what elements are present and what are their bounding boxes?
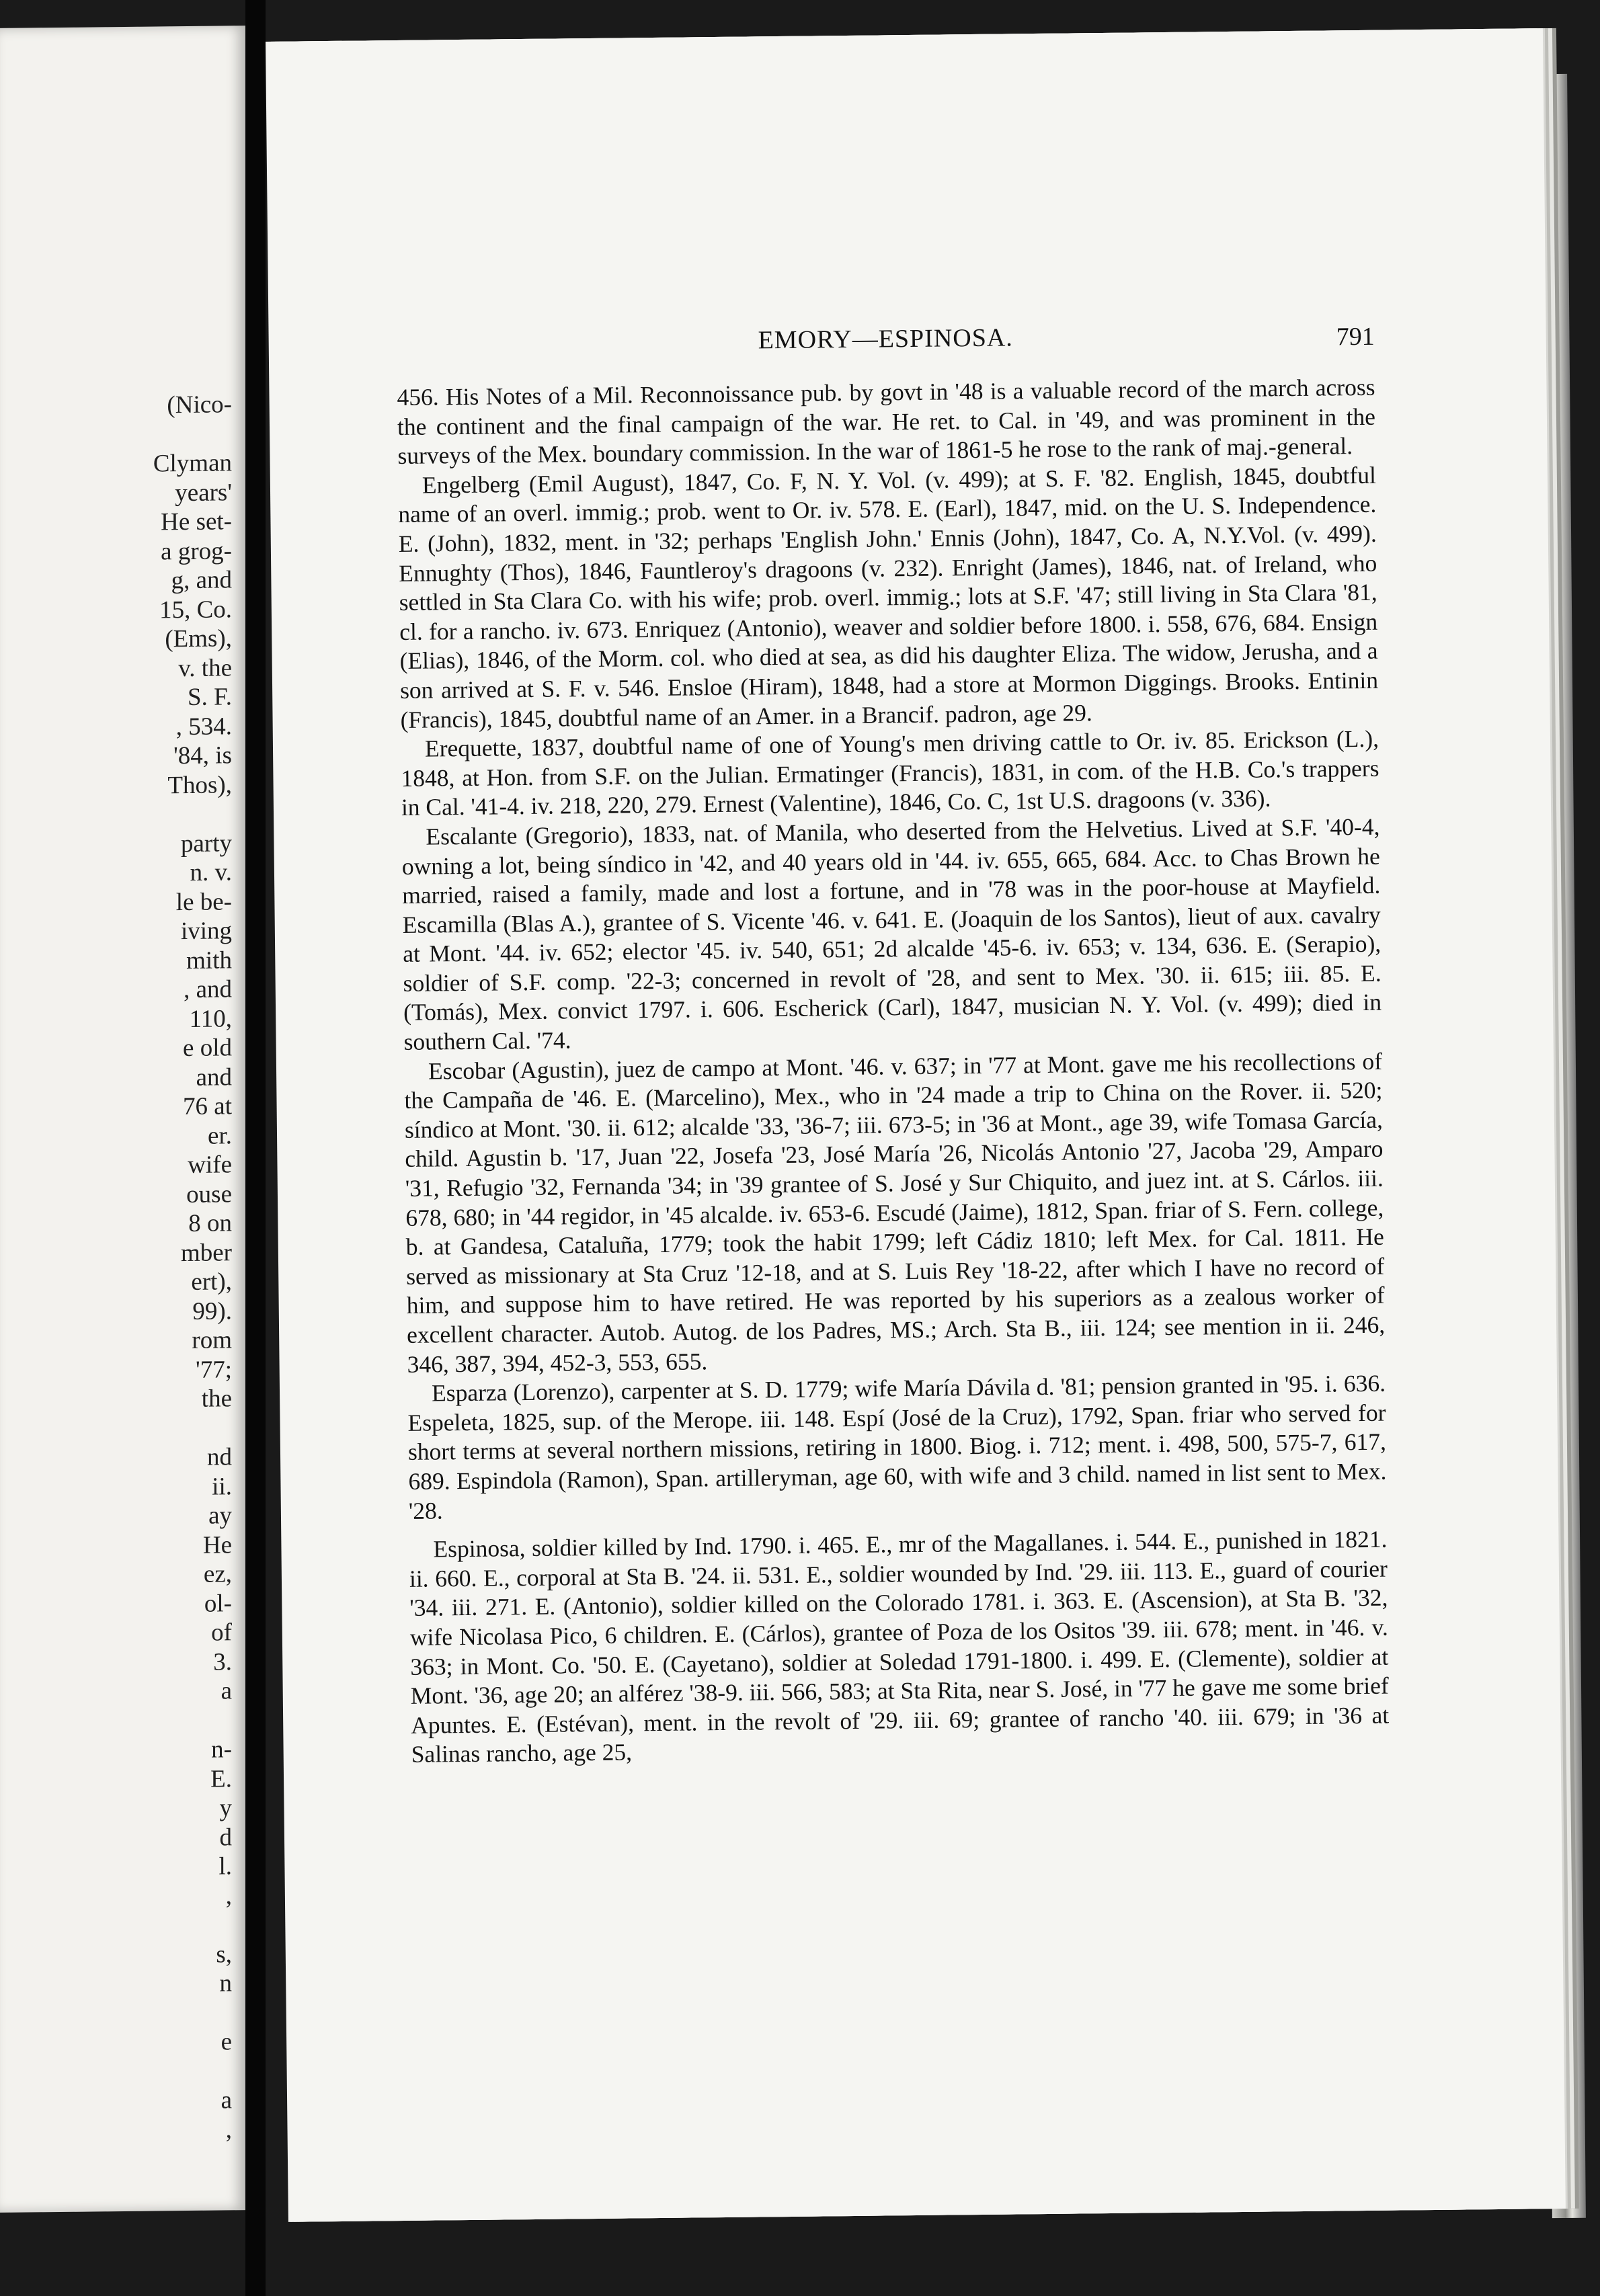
paragraph-emory-end: 456. His Notes of a Mil. Reconnoissance pub. by govt in '48 is a valuable record of the march across the continent and the final campaign of the war. He ret. to Cal. in '49, and was prominent in the surveys of the Mex. boundary commission. In the war of 1861-5 he rose to the rank of maj.-general. (397, 373, 1376, 470)
paragraph-espinosa: Espinosa, soldier killed by Ind. 1790. i. 465. E., mr of the Magallanes. i. 544. E., punished in 1821. ii. 660. E., corporal at Sta B. '24. ii. 531. E., soldier wounded by Ind. '29. iii. 113. E., guard of courier '34. iii. 271. E. (Antonio), soldier killed on the Colorado 1781. i. 363. E. (Ascension), at Sta B. '32, wife Nicolasa Pico, 6 children. E. (Cárlos), grantee of Poza de los Ositos '39. iii. 678; ment. in '46. v. 363; in Mont. Co. '50. E. (Cayetano), soldier at Soledad 1791-1800. i. 499. E. (Clemente), soldier at Mont. '36, age 20; an alférez '38-9. iii. 566, 583; at Sta Rita, near S. José, in '77 he gave me some brief Apuntes. E. (Estévan), ment. in the revolt of '29. iii. 69; grantee of rancho '40. iii. 679; in '36 at Salinas rancho, age 25, (409, 1525, 1390, 1768)
left-fragment-line: a (221, 2086, 232, 2115)
right-page (266, 28, 1566, 2222)
left-fragment-line: , 534. (175, 712, 232, 741)
left-fragment-line: , (225, 1881, 232, 1910)
left-fragment-line: rom (192, 1326, 232, 1354)
left-fragment-line: iving (180, 917, 232, 946)
left-fragment-line: ez, (203, 1560, 232, 1588)
left-fragment-line: ert), (191, 1268, 232, 1296)
left-fragment-line (131, 2057, 232, 2087)
left-fragment-line: 15, Co. (159, 595, 232, 624)
left-fragment-line: and (196, 1063, 232, 1092)
left-fragment-line: E. (210, 1764, 232, 1793)
left-fragment-line: He set- (161, 507, 232, 536)
left-fragment-line: of (211, 1618, 232, 1647)
left-fragment-line: 110, (189, 1004, 232, 1033)
left-fragment-line: (Ems), (165, 624, 232, 653)
left-fragment-line: 99). (192, 1297, 232, 1325)
left-fragment-line: He (202, 1530, 232, 1559)
left-fragment-line: party (180, 829, 232, 858)
left-fragment-line: a grog- (161, 536, 232, 565)
left-fragment-line (131, 419, 232, 450)
left-fragment-line: s, (216, 1940, 232, 1969)
left-fragment-line: d (219, 1823, 232, 1851)
paragraph-escobar: Escobar (Agustin), juez de campo at Mont. '46. v. 637; in '77 at Mont. gave me his recollections of the Campaña de '46. E. (Marcelino), Mex., who in '24 made a trip to China on the Rover. ii. 520; síndico at Mont. '30. ii. 612; alcalde '33, '36-7; iii. 673-5; in '36 at Mont., age 39, wife Tomasa García, child. Agustin b. '17, Juan '22, Josefa '23, José María '26, Nicolás Antonio '27, Jacoba '29, Amparo '31, Refugio '32, Fernanda '34; in '39 grantee of S. José y Sur Chiquito, and juez int. at S. Cárlos. iii. 678, 680; in '44 regidor, in '45 alcalde. iv. 653-6. Escudé (Jaime), 1812, Span. friar of S. Fern. college, b. at Gandesa, Cataluña, 1779; took the habit 1799; left Cádiz 1810; left Mex. for Cal. 1811. He served as missionary at Sta Cruz '12-18, and at S. Luis Rey '18-22, after which I have no record of him, and suppose him to have retired. He was reported by his superiors as a zealous worker of excellent character. Autob. Autog. de los Padres, MS.; Arch. Sta B., iii. 124; see mention in ii. 246, 346, 387, 394, 452-3, 553, 655. (404, 1047, 1386, 1378)
left-fragment-line: a (221, 1677, 232, 1705)
book-gutter (245, 0, 266, 2296)
left-fragment-line: n. v. (190, 858, 232, 887)
left-fragment-line: n (219, 1969, 232, 1998)
body-text (397, 373, 1390, 1770)
left-fragment-line: ol- (204, 1589, 232, 1618)
page-header (396, 319, 1375, 370)
left-fragment-line: Clyman (153, 449, 232, 478)
left-fragment-line: le be- (175, 887, 232, 916)
left-fragment-line: wife (188, 1151, 232, 1179)
left-fragment-line: v. the (178, 653, 232, 682)
left-fragment-line: er. (208, 1121, 232, 1150)
paragraph-engelberg: Engelberg (Emil August), 1847, Co. F, N. Y. Vol. (v. 499); at S. F. '82. English, 1845, doubtful name of an overl. immig.; prob. went to Or. iv. 578. E. (Earl), 1847, mid. on the U. S. Independence. E. (John), 1832, ment. in '32; perhaps 'English John.' Ennis (John), 1847, Co. A, N.Y.Vol. (v. 499). Ennughty (Thos), 1846, Fauntleroy's dragoons (v. 232). Enright (James), 1846, nat. of Ireland, who settled in Sta Clara Co. with his wife; prob. overl. immig.; lots at S.F. '47; still living in Sta Clara '81, cl. for a rancho. iv. 673. Enriquez (Antonio), weaver and soldier before 1800. i. 558, 676, 684. Ensign (Elias), 1846, of the Morm. col. who died at sea, as did his daughter Eliza. The widow, Jerusha, and a son arrived at S. F. v. 546. Ensloe (Hiram), 1848, had a store at Mormon Diggings. Brooks. Entinin (Francis), 1845, doubtful name of an Amer. in a Brancif. padron, age 29. (398, 461, 1379, 733)
left-fragment-line: Thos), (167, 770, 232, 799)
left-fragment-line: years' (175, 478, 232, 507)
left-fragment-line: , (225, 2115, 232, 2143)
left-fragment-line: '77; (196, 1355, 232, 1384)
paragraph-esparza: Esparza (Lorenzo), carpenter at S. D. 1779; wife María Dávila d. '81; pension granted in '95. i. 636. Espeleta, 1825, sup. of the Merope. iii. 148. Espí (José de la Cruz), 1792, Span. friar who served for short terms at several northern missions, retiring in 1800. Biog. i. 712; ment. i. 498, 500, 575-7, 617, 689. Espindola (Ramon), Span. artilleryman, age 60, with wife and 3 child. named in list sent to Mex. '28. (407, 1369, 1387, 1524)
left-page (0, 26, 245, 2213)
left-fragment-line (131, 799, 232, 829)
left-fragment-line: mith (186, 946, 232, 975)
left-fragment-line: 76 at (183, 1092, 232, 1121)
left-fragment-line: y (219, 1794, 232, 1822)
left-fragment-line: S. F. (188, 683, 232, 711)
paragraph-erequette: Erequette, 1837, doubtful name of one of Young's men driving cattle to Or. iv. 85. Erickson (L.), 1848, at Hon. from S.F. on the Julian. Ermatinger (Francis), 1831, in com. of the H.B. Co.'s trappers in Cal. '41-4. iv. 218, 220, 279. Ernest (Valentine), 1846, Co. C, 1st U.S. dragoons (v. 336). (401, 725, 1379, 821)
left-fragment-line: ouse (186, 1180, 232, 1208)
left-fragment-line: 8 on (188, 1209, 232, 1237)
left-fragment-line (131, 1706, 232, 1736)
left-fragment-line: e (221, 2028, 232, 2056)
left-fragment-line: n- (211, 1735, 232, 1764)
running-head: EMORY—ESPINOSA. (758, 323, 1014, 355)
paragraph-escalante: Escalante (Gregorio), 1833, nat. of Manila, who deserted from the Helvetius. Lived at S.F. '40-4, owning a lot, being síndico in '42, and 40 years old in '44. iv. 655, 665, 684. Acc. to Chas Brown he married, raised a family, made and lost a fortune, and in '78 was in the poor-house at Mayfield. Escamilla (Blas A.), grantee of S. Vicente '46. v. 641. E. (Joaquin de los Santos), lieut of aux. cavalry at Mont. '44. iv. 652; elector '45. iv. 540, 651; 2d alcalde '45-6. iv. 653; v. 134, 636. E. (Serapio), soldier of S.F. comp. '22-3; concerned in revolt of '28, and sent to Mex. '30. ii. 615; iii. 85. E. (Tomás), Mex. convict 1797. i. 606. Escherick (Carl), 1847, musician N. Y. Vol. (v. 499); died in southern Cal. '74. (401, 813, 1382, 1055)
left-page-fragments (131, 390, 232, 2145)
left-fragment-line: g, and (171, 566, 232, 595)
left-fragment-line: the (201, 1385, 232, 1413)
left-fragment-line: ay (208, 1502, 232, 1530)
left-fragment-line (131, 1910, 232, 1940)
left-fragment-line: '84, is (173, 741, 232, 770)
left-fragment-line: l. (218, 1852, 232, 1881)
left-fragment-line: 3. (213, 1647, 232, 1676)
page-content (396, 319, 1389, 1770)
left-fragment-line: ii. (212, 1472, 232, 1501)
left-fragment-line (131, 1998, 232, 2028)
left-fragment-line: nd (207, 1443, 232, 1471)
left-fragment-line: mber (180, 1238, 232, 1267)
left-fragment-line: (Nico- (167, 391, 232, 419)
left-fragment-line: e old (183, 1034, 232, 1063)
left-fragment-line (131, 1413, 232, 1444)
page-number: 791 (1336, 322, 1375, 352)
left-fragment-line: , and (184, 975, 232, 1004)
